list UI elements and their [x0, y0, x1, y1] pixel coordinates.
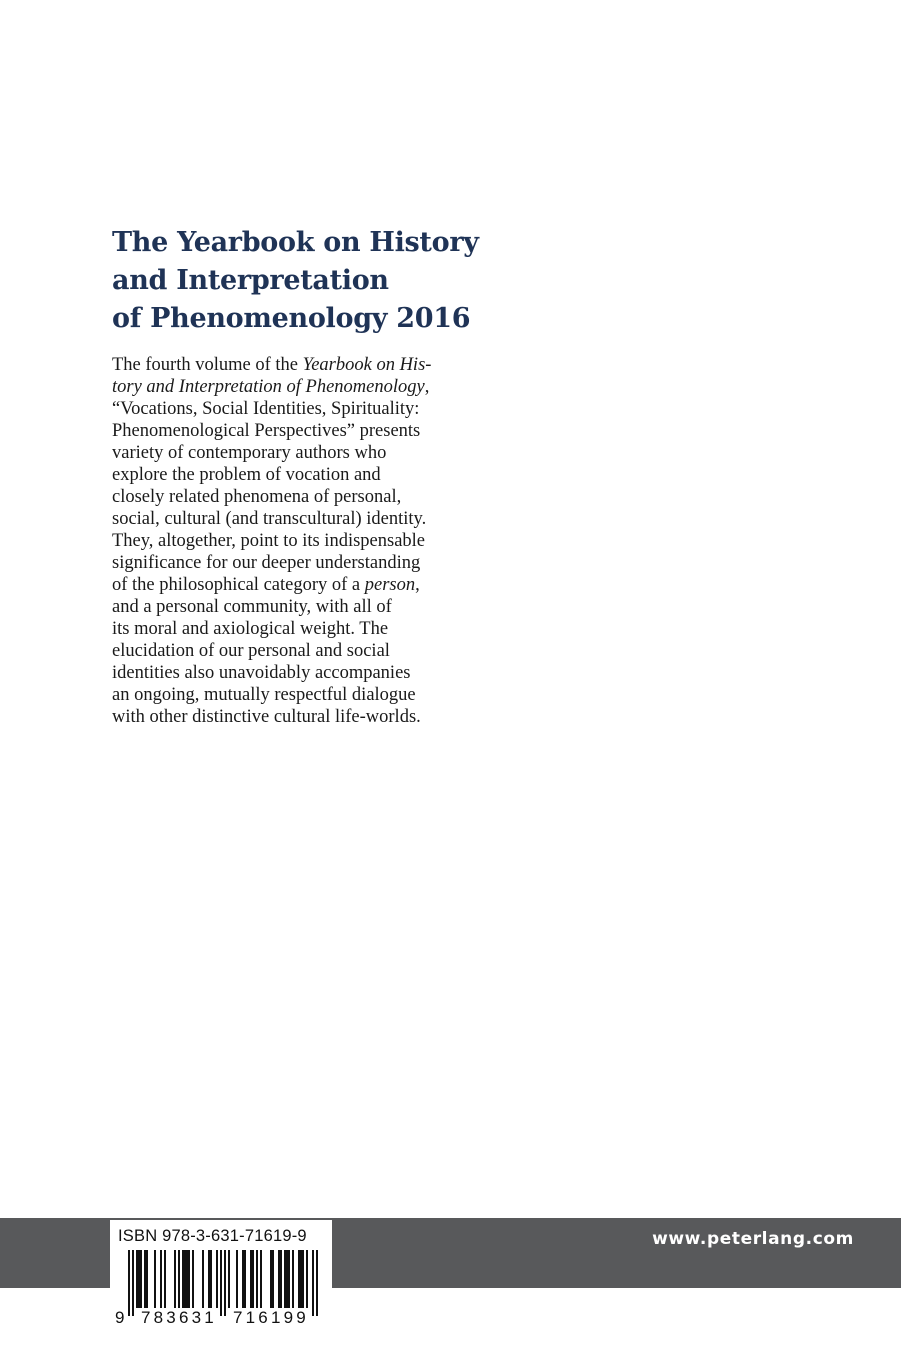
barcode-bar: [284, 1250, 286, 1308]
barcode-bar: [140, 1250, 142, 1308]
barcode-bar: [210, 1250, 212, 1308]
text-run: social, cultural (and transcultural) identity.: [112, 509, 427, 529]
text-run: elucidation of our personal and social: [112, 641, 390, 661]
barcode-bar: [186, 1250, 188, 1308]
barcode-bar: [244, 1250, 246, 1308]
barcode-bar: [184, 1250, 186, 1308]
barcode-bar: [252, 1250, 254, 1308]
text-run: identities also unavoidably accompanies: [112, 663, 411, 683]
description-line: [112, 420, 492, 442]
description-line: [112, 684, 492, 706]
italic-text: person: [364, 575, 416, 595]
description-line: [112, 530, 492, 552]
barcode-bar: [280, 1250, 282, 1308]
isbn-label: ISBN 978-3-631-71619-9: [118, 1227, 307, 1245]
barcode-bar: [286, 1250, 288, 1308]
barcode-bar: [224, 1250, 226, 1316]
isbn-barcode-box: [110, 1220, 332, 1332]
barcode-bar: [228, 1250, 230, 1308]
description-line: [112, 442, 492, 464]
description-line: [112, 706, 492, 728]
text-run: They, altogether, point to its indispensable: [112, 531, 426, 551]
description-line: [112, 640, 492, 662]
italic-text: tory and Interpretation of Phenomenology: [112, 377, 425, 397]
barcode-bar: [278, 1250, 280, 1308]
book-title: [112, 224, 492, 338]
barcode-digit-group: 9: [115, 1308, 125, 1327]
text-run: significance for our deeper understanding: [112, 553, 421, 573]
publisher-website-link[interactable]: www.peterlang.com: [652, 1229, 854, 1249]
description-line: [112, 552, 492, 574]
italic-text: Yearbook on His-: [302, 355, 432, 375]
description-line: [112, 574, 492, 596]
barcode-bar: [312, 1250, 314, 1316]
barcode-bar: [182, 1250, 184, 1308]
text-run: explore the problem of vocation and: [112, 465, 381, 485]
text-run: “Vocations, Social Identities, Spirituality:: [112, 399, 420, 419]
description-line: [112, 618, 492, 640]
book-description: [112, 354, 492, 728]
barcode-bar: [146, 1250, 148, 1308]
barcode-bar: [298, 1250, 300, 1308]
text-run: its moral and axiological weight. The: [112, 619, 389, 639]
barcode-bar: [288, 1250, 290, 1308]
barcode-digit-group: 783631: [141, 1308, 217, 1327]
description-line: [112, 398, 492, 420]
text-run: and a personal community, with all of: [112, 597, 392, 617]
barcode-bar: [164, 1250, 166, 1308]
barcode-bar: [256, 1250, 258, 1308]
barcode-bar: [192, 1250, 194, 1308]
text-run: Phenomenological Perspectives” presents: [112, 421, 421, 441]
barcode-bar: [178, 1250, 180, 1308]
barcode-bar: [136, 1250, 138, 1308]
barcode-bar: [132, 1250, 134, 1316]
barcode-digit-group: 716199: [233, 1308, 309, 1327]
barcode-bar: [138, 1250, 140, 1308]
description-line: [112, 486, 492, 508]
barcode-bar: [188, 1250, 190, 1308]
barcode-bar: [220, 1250, 222, 1316]
barcode-bar: [250, 1250, 252, 1308]
text-run: The fourth volume of the: [112, 355, 303, 375]
barcode-bar: [160, 1250, 162, 1308]
text-run: an ongoing, mutually respectful dialogue: [112, 685, 416, 705]
text-run: ,: [424, 377, 430, 397]
book-title-line: and Interpretation: [112, 265, 389, 296]
description-line: [112, 662, 492, 684]
description-line: [112, 508, 492, 530]
barcode-bar: [302, 1250, 304, 1308]
barcode-bar: [242, 1250, 244, 1308]
barcode-bar: [300, 1250, 302, 1308]
text-run: ,: [415, 575, 420, 595]
text-run: with other distinctive cultural life-worlds.: [112, 707, 421, 727]
barcode-bar: [144, 1250, 146, 1308]
barcode-bar: [208, 1250, 210, 1308]
barcode-bar: [306, 1250, 308, 1308]
description-line: [112, 596, 492, 618]
text-run: of the philosophical category of a: [112, 575, 365, 595]
description-line: [112, 354, 492, 376]
barcode-bar: [260, 1250, 262, 1308]
text-run: variety of contemporary authors who: [112, 443, 387, 463]
barcode-bar: [236, 1250, 238, 1308]
description-line: [112, 464, 492, 486]
book-title-line: The Yearbook on History: [112, 227, 479, 258]
barcode-bar: [272, 1250, 274, 1308]
barcode-bar: [174, 1250, 176, 1308]
barcode-bar: [202, 1250, 204, 1308]
barcode-bar: [270, 1250, 272, 1308]
barcode-bar: [216, 1250, 218, 1308]
text-run: closely related phenomena of personal,: [112, 487, 402, 507]
barcode-bar: [316, 1250, 318, 1316]
barcode-bar: [292, 1250, 294, 1308]
barcode-bar: [128, 1250, 130, 1316]
barcode-bar: [154, 1250, 156, 1308]
description-line: [112, 376, 492, 398]
book-title-line: of Phenomenology 2016: [112, 303, 471, 334]
